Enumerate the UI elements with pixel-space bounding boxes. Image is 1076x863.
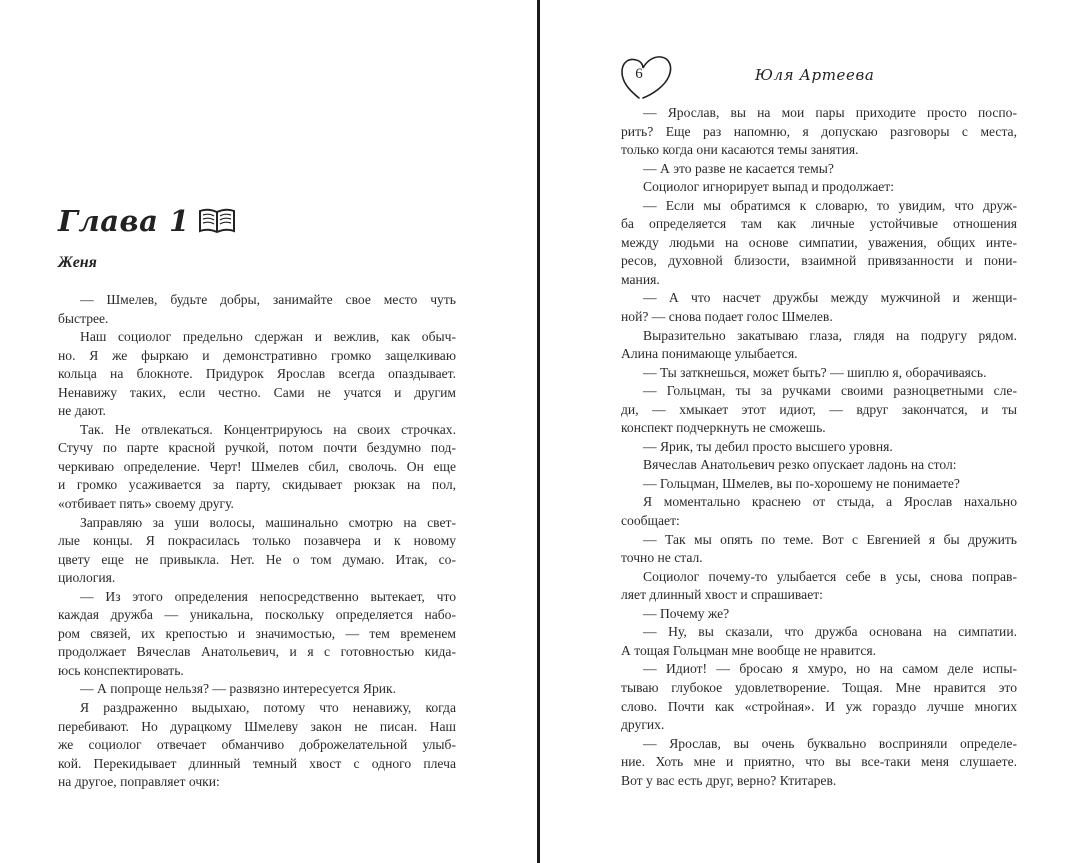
text-line: — Ты заткнешься, может быть? — шиплю я, оборачиваясь. [643, 364, 987, 380]
paragraph [621, 104, 1017, 160]
text-line: — Ярослав, вы на мои пары приходите просто поспо- [643, 105, 1017, 120]
paragraph [621, 493, 1017, 530]
text-line: ди, — хмыкает этот идиот, — вдруг закончатся, и ты [621, 401, 1017, 417]
text-line: быстрее. [58, 310, 109, 326]
page-spine-divider [537, 0, 540, 863]
paragraph [621, 382, 1017, 438]
text-line: Я моментально краснею от стыда, а Ярослав нахально [643, 494, 1017, 510]
paragraph [58, 514, 456, 588]
paragraph [621, 289, 1017, 326]
left-page [58, 0, 456, 863]
text-line: Выразительно закатываю глаза, глядя на подругу рядом. [643, 327, 1017, 343]
text-line: Ненавижу таких, если честно. Сами не учатся и другим [58, 384, 456, 400]
paragraph [621, 623, 1017, 660]
paragraph [58, 588, 456, 681]
text-line: сообщает: [621, 513, 680, 529]
text-line: между людьми на основе симпатии, уважения, общих инте- [621, 234, 1017, 250]
paragraph [621, 438, 1017, 457]
paragraph [621, 475, 1017, 494]
paragraph [621, 197, 1017, 290]
paragraph [621, 660, 1017, 734]
text-line: точно не стал. [621, 550, 703, 566]
text-line: ром связей, их крепостью и значимостью, — тем временем [58, 625, 456, 641]
text-line: Социолог игнорирует выпад и продолжает: [643, 179, 895, 195]
paragraph [58, 291, 456, 328]
paragraph [621, 531, 1017, 568]
paragraph [621, 568, 1017, 605]
paragraph [621, 327, 1017, 364]
paragraph [621, 735, 1017, 791]
text-line: и громко усаживается за парту, скидывает рюкзак на пол, [58, 477, 456, 493]
paragraph [621, 160, 1017, 179]
text-line: Социолог почему-то улыбается себе в усы, снова поправ- [643, 568, 1017, 584]
text-line: лые концы. Я покрасилась только позавчера и к новому [58, 533, 456, 549]
text-line: цвету еще не привыкла. Нет. Не о том думаю. Итак, со- [58, 551, 456, 567]
text-line: но. Я же фыркаю и демонстративно громко защелкиваю [58, 347, 456, 363]
open-book-icon [198, 207, 236, 235]
text-line: ной? — снова подает голос Шмелев. [621, 309, 833, 325]
right-body-text [621, 104, 1017, 790]
left-body-text [58, 291, 456, 792]
text-line: — А это разве не касается темы? [643, 160, 834, 176]
text-line: Вячеслав Анатольевич резко опускает ладонь на стол: [643, 457, 957, 473]
text-line: циология. [58, 570, 116, 586]
text-line: Алина понимающе улыбается. [621, 346, 798, 362]
text-line: — Идиот! — бросаю я хмуро, но на самом деле испы- [643, 661, 1017, 677]
text-line: Вот у вас есть друг, верно? Ктитарев. [621, 772, 837, 788]
text-line: же социолог отвечает обманчиво доброжелательной улыб- [58, 737, 456, 753]
text-line: Заправляю за уши волосы, машинально смотрю на свет- [80, 514, 456, 530]
text-line: Наш социолог предельно сдержан и вежлив, как обыч- [80, 329, 456, 345]
text-line: — Ярик, ты дебил просто высшего уровня. [643, 438, 893, 454]
text-line: — Так мы опять по теме. Вот с Евгенией я бы дружить [643, 531, 1017, 547]
text-line: — Из этого определения непосредственно вытекает, что [80, 588, 456, 604]
text-line: конспект подчеркнуть не сможешь. [621, 420, 826, 436]
chapter-heading [58, 200, 236, 242]
text-line: — Ну, вы сказали, что дружба основана на симпатии. [643, 624, 1017, 640]
text-line: кольца на блокноте. Придурок Ярослав всегда опаздывает. [58, 366, 456, 382]
text-line: мания. [621, 271, 660, 287]
text-line: продолжает Вячеслав Анатольевич, и я с готовностью кида- [58, 644, 456, 660]
text-line: только когда они касаются темы занятия. [621, 142, 859, 158]
paragraph [621, 364, 1017, 383]
chapter-subtitle: Женя [58, 254, 97, 271]
text-line: ляет длинный хвост и спрашивает: [621, 587, 823, 603]
paragraph [621, 456, 1017, 475]
text-line: — А попроще нельзя? — развязно интересуется Ярик. [80, 681, 397, 697]
paragraph [621, 178, 1017, 197]
text-line: не дают. [58, 403, 106, 419]
text-line: на другое, поправляет очки: [58, 774, 220, 790]
text-line: Стучу по парте красной ручкой, потом почти бездумно под- [58, 440, 456, 456]
text-line: А тощая Гольцман мне вообще не нравится. [621, 642, 877, 658]
paragraph [58, 421, 456, 514]
text-line: — Гольцман, ты за ручками своими разноцветными сле- [643, 383, 1017, 399]
text-line: слово. Почти как «стройная». И уж гораздо лучше многих [621, 698, 1017, 714]
text-line: черкиваю определение. Черт! Шмелев сбил, сволочь. Он еще [58, 458, 456, 474]
paragraph [58, 699, 456, 792]
text-line: — Ярослав, вы очень буквально восприняли определе- [643, 735, 1017, 751]
running-header [621, 52, 1017, 102]
text-line: Так. Не отвлекаться. Концентрируюсь на своих строчках. [80, 421, 456, 437]
author-name: Юля Артеева [755, 66, 875, 84]
text-line: — А что насчет дружбы между мужчиной и женщи- [643, 290, 1017, 306]
text-line: тываю глубокое удовлетворение. Тощая. Мне нравится это [621, 679, 1017, 695]
text-line: ба определяется там как личные устойчивые отношения [621, 216, 1017, 232]
text-line: рить? Еще раз напомню, я допускаю разговоры с места, [621, 123, 1017, 139]
text-line: юсь конспектировать. [58, 662, 184, 678]
right-page [621, 0, 1017, 863]
text-line: «отбивает пять» своему другу. [58, 496, 234, 512]
text-line: кой. Перекидывает длинный темный хвост с одного плеча [58, 755, 456, 771]
page-number: 6 [635, 66, 643, 82]
text-line: каждая дружба — уникальна, поскольку определяется набо- [58, 607, 456, 623]
text-line: — Гольцман, Шмелев, вы по-хорошему не понимаете? [643, 475, 960, 491]
chapter-title: Глава 1 [58, 204, 190, 238]
text-line: — Если мы обратимся к словарю, то увидим, что друж- [643, 197, 1017, 213]
text-line: ние. Хоть мне и приятно, что вы все-таки меня слушаете. [621, 754, 1017, 770]
page-number-badge [619, 52, 675, 100]
paragraph [58, 328, 456, 421]
paragraph [621, 605, 1017, 624]
text-line: Я раздраженно выдыхаю, потому что ненавижу, когда [80, 700, 456, 716]
text-line: — Почему же? [643, 605, 730, 621]
text-line: — Шмелев, будьте добры, занимайте свое место чуть [80, 292, 456, 307]
text-line: ресов, духовной близости, взаимной привязанности и пони- [621, 253, 1017, 269]
text-line: других. [621, 717, 665, 733]
paragraph [58, 680, 456, 699]
text-line: перебивают. Но дурацкому Шмелеву закон не писан. Наш [58, 718, 456, 734]
